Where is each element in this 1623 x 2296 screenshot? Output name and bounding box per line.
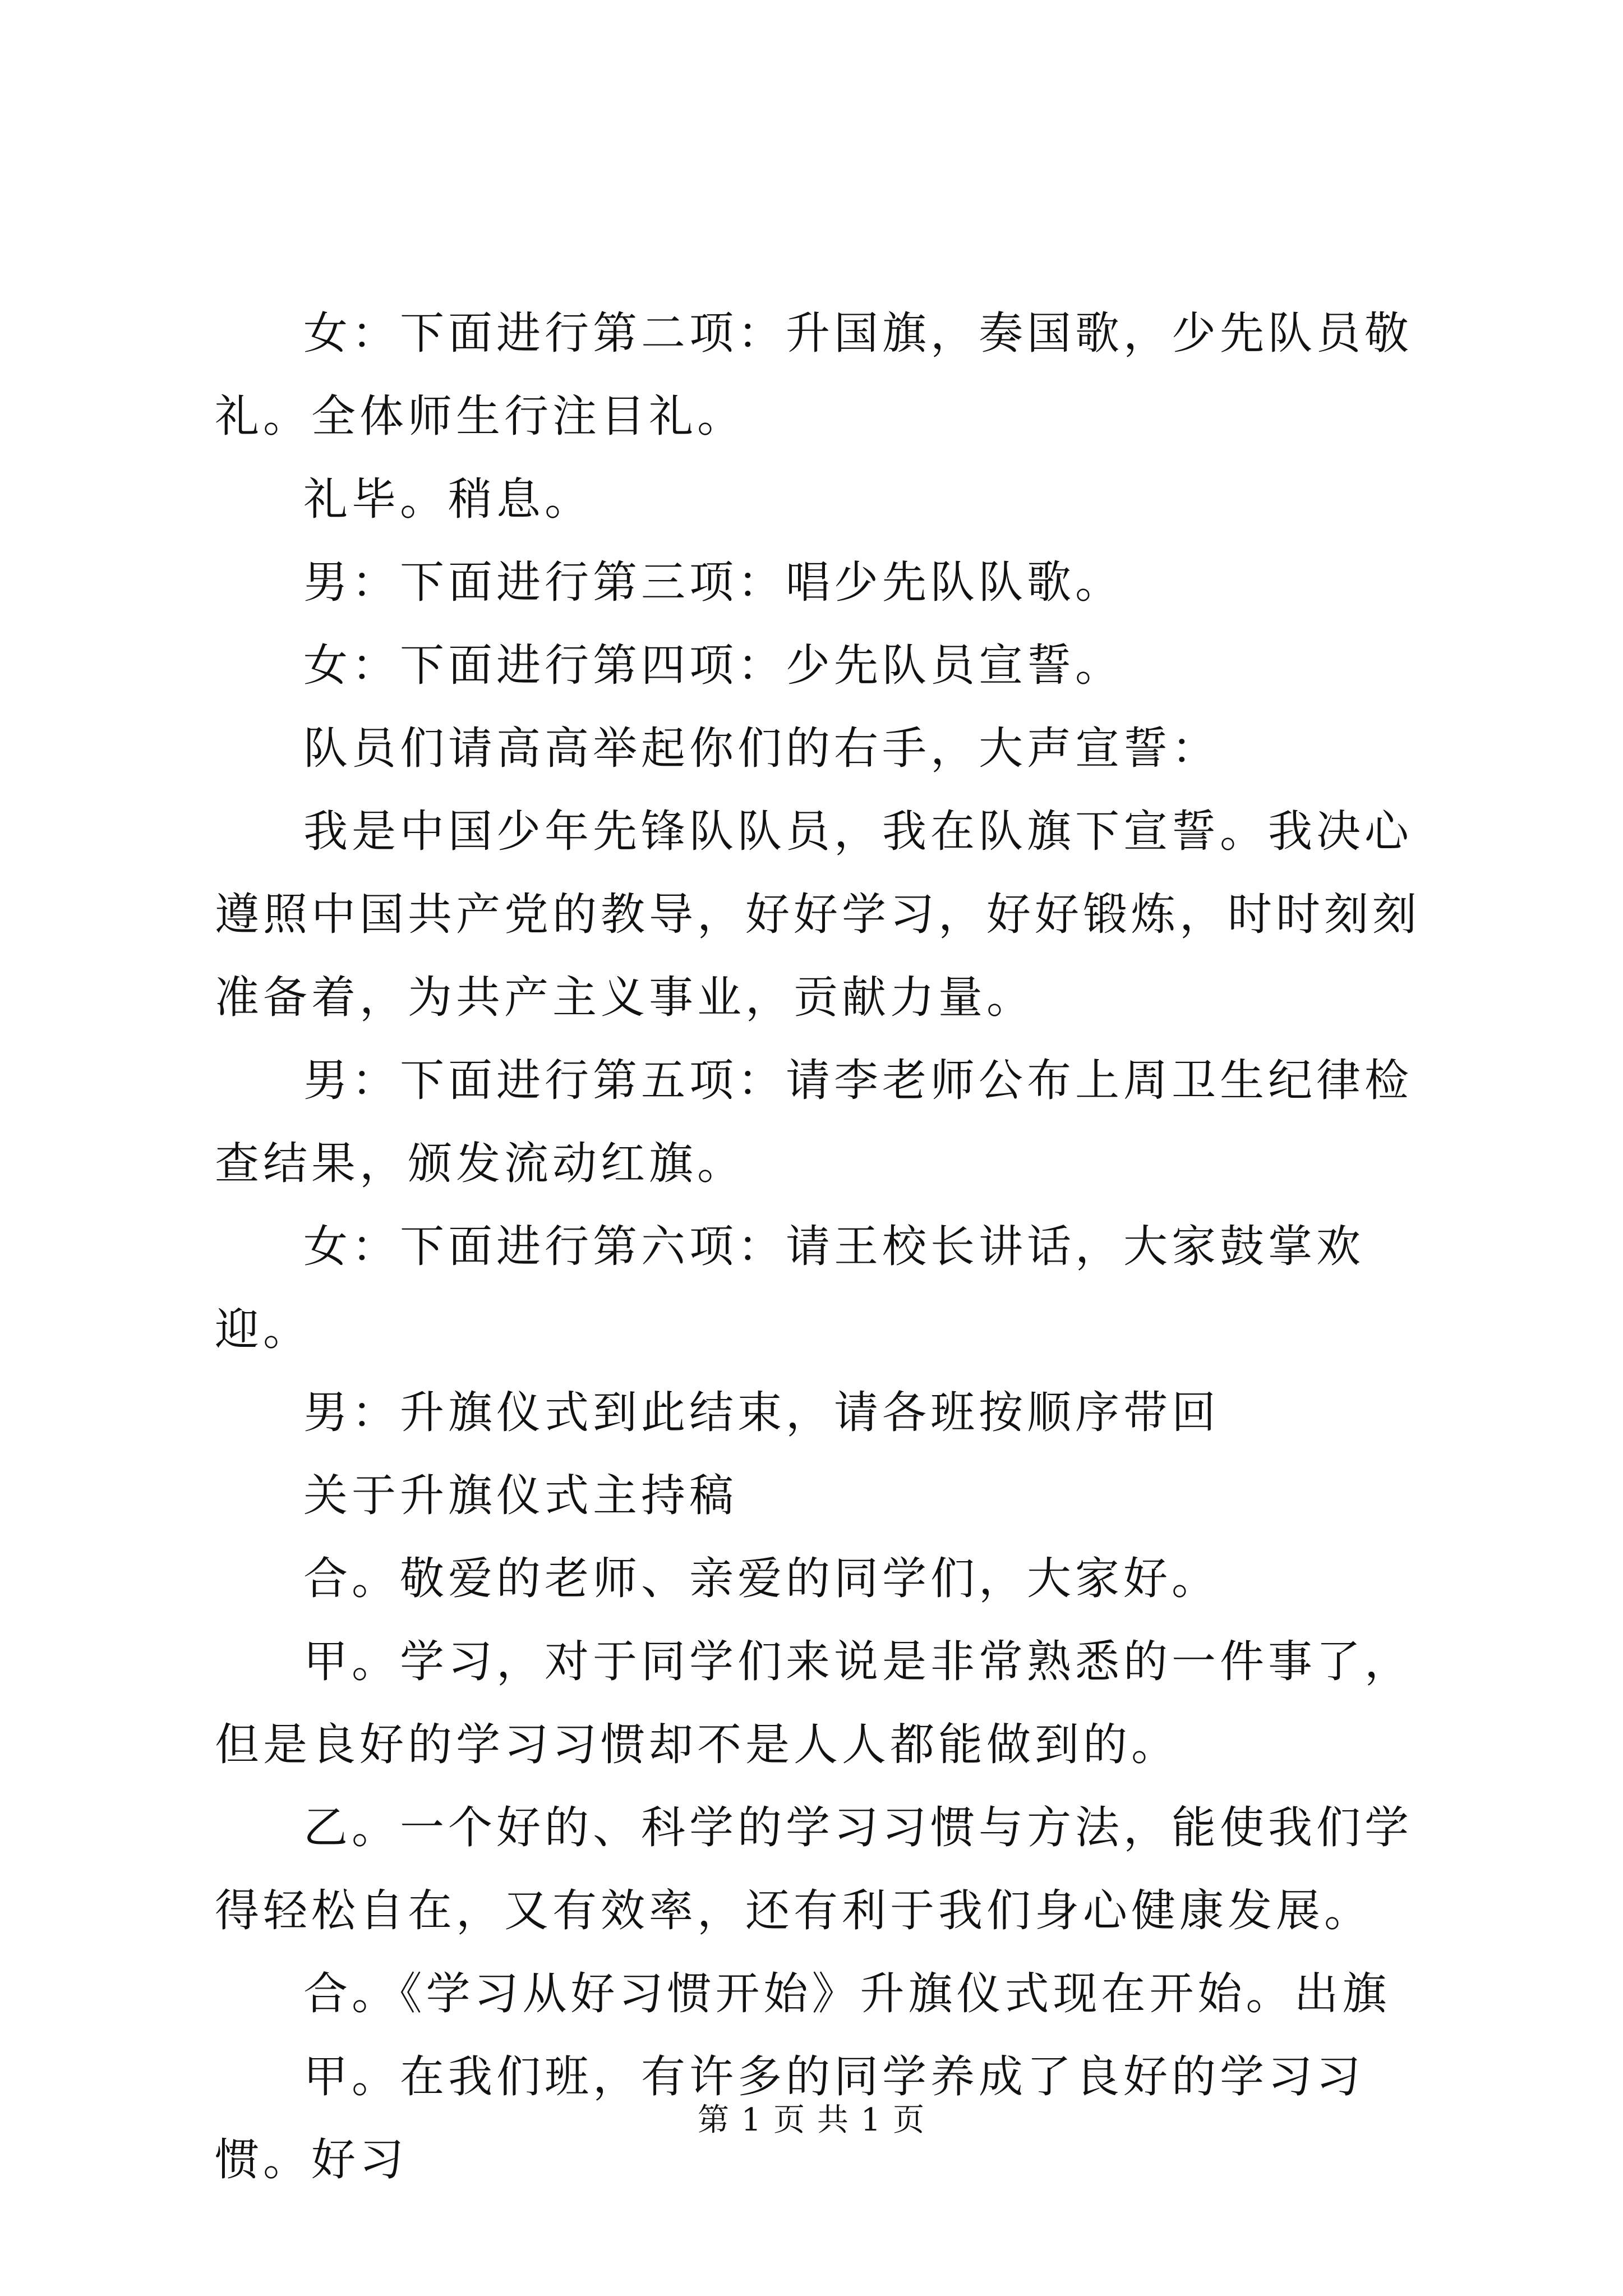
paragraph: 合。《学习从好习惯开始》升旗仪式现在开始。出旗 xyxy=(303,1968,1391,2019)
paragraph: 礼毕。稍息。 xyxy=(303,473,593,525)
paragraph: 合。敬爱的老师、亲爱的同学们，大家好。 xyxy=(303,1553,1220,1604)
paragraph: 队员们请高高举起你们的右手，大声宣誓： xyxy=(303,723,1220,774)
paragraph: 男：升旗仪式到此结束，请各班按顺序带回 xyxy=(303,1387,1220,1438)
paragraph: 甲。学习，对于同学们来说是非常熟悉的一件事了，但是良好的学习习惯却不是人人都能做到的。 xyxy=(215,1636,1413,1770)
paragraph: 男：下面进行第三项：唱少先队队歌。 xyxy=(303,556,1123,608)
page-footer xyxy=(0,2098,1623,2143)
paragraph: 女：下面进行第四项：少先队员宣誓。 xyxy=(303,639,1123,691)
page-number-label: 第 1 页 共 1 页 xyxy=(697,2102,926,2138)
paragraph: 女：下面进行第二项：升国旗，奏国歌，少先队员敬礼。全体师生行注目礼。 xyxy=(215,307,1413,442)
paragraph: 男：下面进行第五项：请李老师公布上周卫生纪律检查结果，颁发流动红旗。 xyxy=(215,1055,1413,1189)
paragraph: 我是中国少年先锋队队员，我在队旗下宣誓。我决心遵照中国共产党的教导，好好学习，好好锻炼，时时刻刻准备着，为共产主义事业，贡献力量。 xyxy=(215,806,1421,1023)
section-title: 关于升旗仪式主持稿 xyxy=(303,1470,737,1521)
paragraph: 甲。在我们班，有许多的同学养成了良好的学习习惯。好习 xyxy=(215,2051,1364,2185)
paragraph: 女：下面进行第六项：请王校长讲话，大家鼓掌欢迎。 xyxy=(215,1221,1364,1355)
document-body xyxy=(215,292,1437,2201)
paragraph: 乙。一个好的、科学的学习习惯与方法，能使我们学得轻松自在，又有效率，还有利于我们身心健康发展。 xyxy=(215,1802,1413,1936)
